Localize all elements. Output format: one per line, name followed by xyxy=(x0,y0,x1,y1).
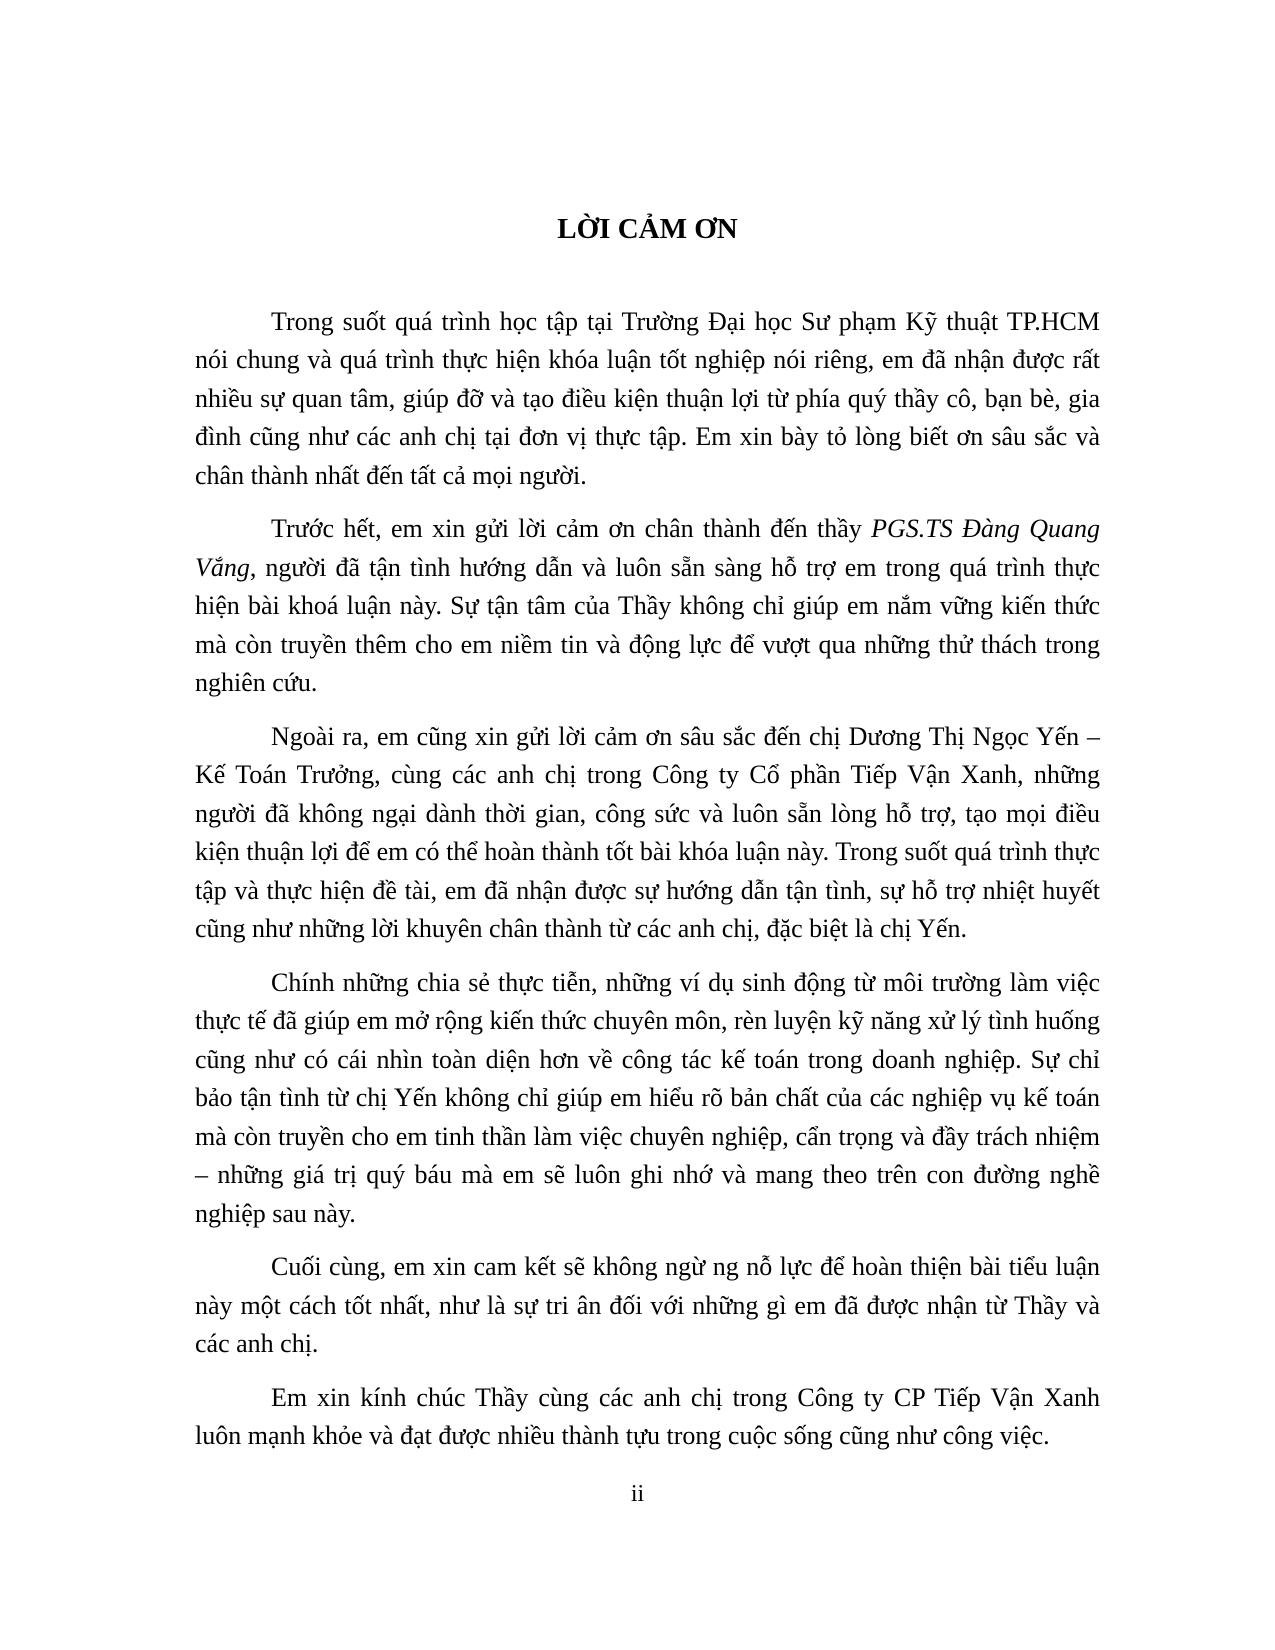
paragraph-advisor xyxy=(195,510,1100,703)
paragraph-advisor-text-end: , người đã tận tình hướng dẫn và luôn sẵn sàng hỗ trợ em trong quá trình thực hiện bài khoá luận này. Sự tận tâm của Thầy không chỉ giúp em nắm vững kiến thức mà còn truyền thêm cho em niềm tin và động lực để vượt qua những thử thách trong nghiên cứu. xyxy=(195,552,1100,698)
paragraph-wishes: Em xin kính chúc Thầy cùng các anh chị trong Công ty CP Tiếp Vận Xanh luôn mạnh khỏe và đạt được nhiều thành tựu trong cuộc sống cũng như công việc. xyxy=(195,1382,1100,1451)
paragraph-advisor-text-start: Trước hết, em xin gửi lời cảm ơn chân thành đến thầy xyxy=(271,514,872,544)
document-content xyxy=(195,212,1100,1471)
page-title: LỜI CẢM ƠN xyxy=(557,213,738,245)
paragraph-experience: Chính những chia sẻ thực tiễn, những ví dụ sinh động từ môi trường làm việc thực tế đã giúp em mở rộng kiến thức chuyên môn, rèn luyện kỹ năng xử lý tình huống cũng như có cái nhìn toàn diện hơn về công tác kế toán trong doanh nghiệp. Sự chỉ bảo tận tình từ chị Yến không chỉ giúp em hiểu rõ bản chất của các nghiệp vụ kế toán mà còn truyền cho em tinh thần làm việc chuyên nghiệp, cẩn trọng và đầy trách nhiệm – những giá trị quý báu mà em sẽ luôn ghi nhớ và mang theo trên con đường nghề nghiệp sau này. xyxy=(195,967,1100,1228)
paragraph-intro: Trong suốt quá trình học tập tại Trường Đại học Sư phạm Kỹ thuật TP.HCM nói chung và quá trình thực hiện khóa luận tốt nghiệp nói riêng, em đã nhận được rất nhiều sự quan tâm, giúp đỡ và tạo điều kiện thuận lợi từ phía quý thầy cô, bạn bè, gia đình cũng như các anh chị tại đơn vị thực tập. Em xin bày tỏ lòng biết ơn sâu sắc và chân thành nhất đến tất cả mọi người. xyxy=(195,306,1100,490)
page-number: ii xyxy=(630,1481,645,1507)
paragraph-commitment: Cuối cùng, em xin cam kết sẽ không ngừ ng nỗ lực để hoàn thiện bài tiểu luận này một cách tốt nhất, như là sự tri ân đối với những gì em đã được nhận từ Thầy và các anh chị. xyxy=(195,1252,1100,1359)
paragraph-company: Ngoài ra, em cũng xin gửi lời cảm ơn sâu sắc đến chị Dương Thị Ngọc Yến – Kế Toán Trưởng, cùng các anh chị trong Công ty Cổ phần Tiếp Vận Xanh, những người đã không ngại dành thời gian, công sức và luôn sẵn lòng hỗ trợ, tạo mọi điều kiện thuận lợi để em có thể hoàn thành tốt bài khóa luận này. Trong suốt quá trình thực tập và thực hiện đề tài, em đã nhận được sự hướng dẫn tận tình, sự hỗ trợ nhiệt huyết cũng như những lời khuyên chân thành từ các anh chị, đặc biệt là chị Yến. xyxy=(195,721,1100,944)
advisor-name-italic: PGS.TS Đàng Quang Vắng xyxy=(195,514,1100,582)
